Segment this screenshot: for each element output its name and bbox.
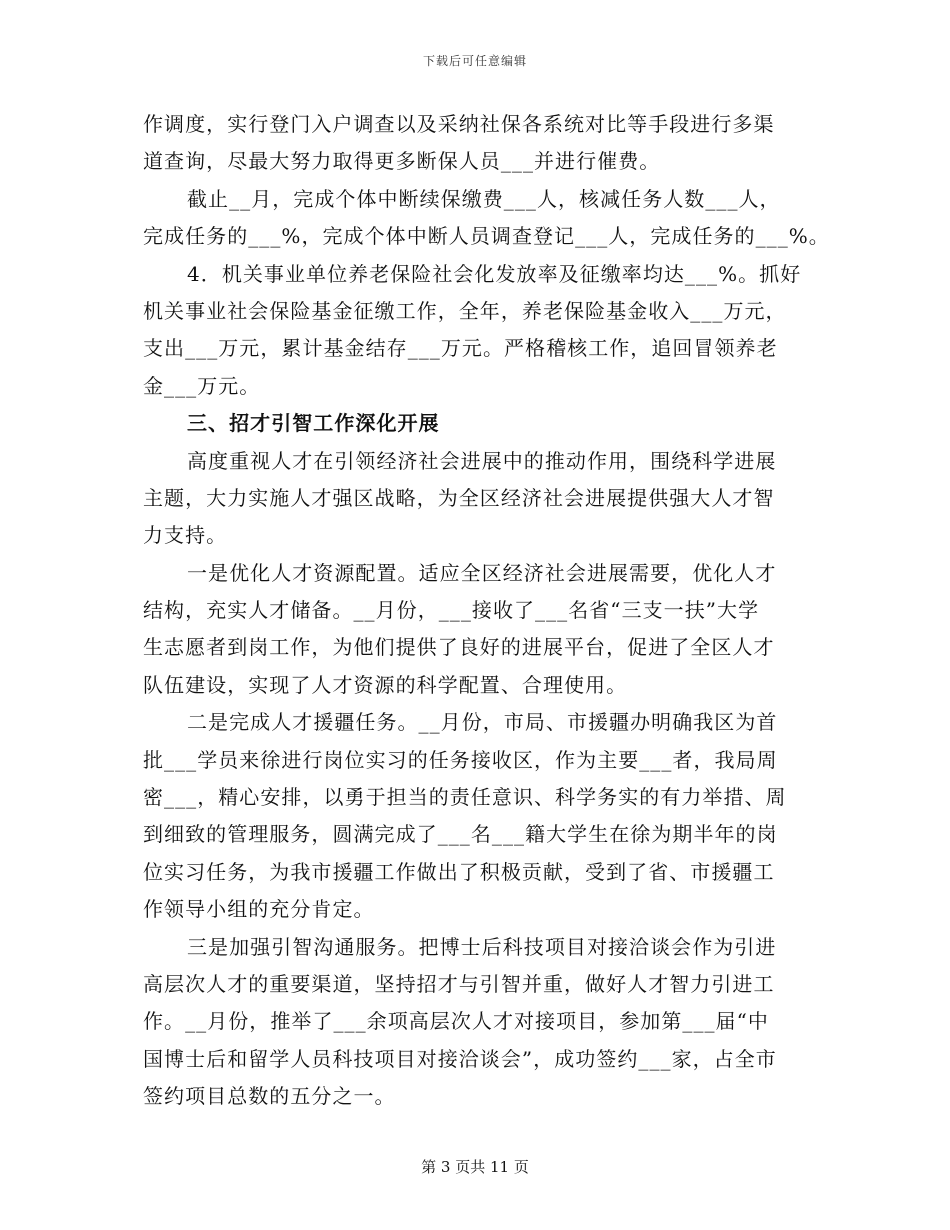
text-line: 国博士后和留学人员科技项目对接洽谈会”，成功签约___家，占全市 <box>143 1046 777 1071</box>
text-line: 道查询，尽最大努力取得更多断保人员___并进行催费。 <box>143 149 661 174</box>
text-line: 生志愿者到岗工作，为他们提供了良好的进展平台，促进了全区人才 <box>143 635 775 660</box>
text-line: 作。__月份，推举了___余项高层次人才对接项目，参加第___届“中 <box>143 1009 769 1034</box>
text-line: 作领导小组的充分肯定。 <box>143 897 375 922</box>
text-line: 金___万元。 <box>143 373 261 398</box>
paragraph-start-line: 一是优化人才资源配置。适应全区经济社会进展需要，优化人才 <box>187 560 777 585</box>
text-line: 密___，精心安排，以勇于担当的责任意识、科学务实的有力举措、周 <box>143 785 787 810</box>
page-header: 下载后可任意编辑 <box>422 54 527 68</box>
text-line: 高层次人才的重要渠道，坚持招才与引智并重，做好人才智力引进工 <box>143 971 775 996</box>
text-line: 完成任务的___%，完成个体中断人员调查登记___人，完成任务的___%。 <box>143 224 830 249</box>
text-line: 位实习任务，为我市援疆工作做出了积极贡献，受到了省、市援疆工 <box>143 859 775 884</box>
text-line: 作调度，实行登门入户调查以及采纳社保各系统对比等手段进行多渠 <box>143 112 775 136</box>
text-line: 支出___万元，累计基金结存___万元。严格稽核工作，追回冒领养老 <box>143 336 778 361</box>
text-line: 签约项目总数的五分之一。 <box>143 1084 396 1109</box>
paragraph-start-line: 截止__月，完成个体中断续保缴费___人，核减任务人数___人， <box>187 186 781 211</box>
text-line: 主题，大力实施人才强区战略，为全区经济社会进展提供强大人才智 <box>143 485 775 510</box>
text-line: 到细致的管理服务，圆满完成了___名___籍大学生在徐为期半年的岗 <box>143 822 778 847</box>
text-line: 批___学员来徐进行岗位实习的任务接收区，作为主要___者，我局周 <box>143 747 778 772</box>
text-line: 机关事业社会保险基金征缴工作，全年，养老保险基金收入___万元， <box>143 298 787 323</box>
paragraph-start-line: 高度重视人才在引领经济社会进展中的推动作用，围绕科学进展 <box>187 448 777 473</box>
text-line: 力支持。 <box>143 523 228 548</box>
paragraph-start-line: 三是加强引智沟通服务。把博士后科技项目对接洽谈会作为引进 <box>187 934 777 959</box>
section-heading: 三、招才引智工作深化开展 <box>187 411 440 436</box>
document-body <box>143 106 830 1116</box>
paragraph-start-line: 4．机关事业单位养老保险社会化发放率及征缴率均达___%。抓好 <box>187 261 802 286</box>
paragraph-start-line: 二是完成人才援疆任务。__月份，市局、市援疆办明确我区为首 <box>187 710 778 735</box>
text-line: 队伍建设，实现了人才资源的科学配置、合理使用。 <box>143 672 628 697</box>
page-number-footer: 第 3 页共 11 页 <box>421 1158 529 1176</box>
text-line: 结构，充实人才储备。__月份，___接收了___名省“三支一扶”大学 <box>143 598 760 623</box>
